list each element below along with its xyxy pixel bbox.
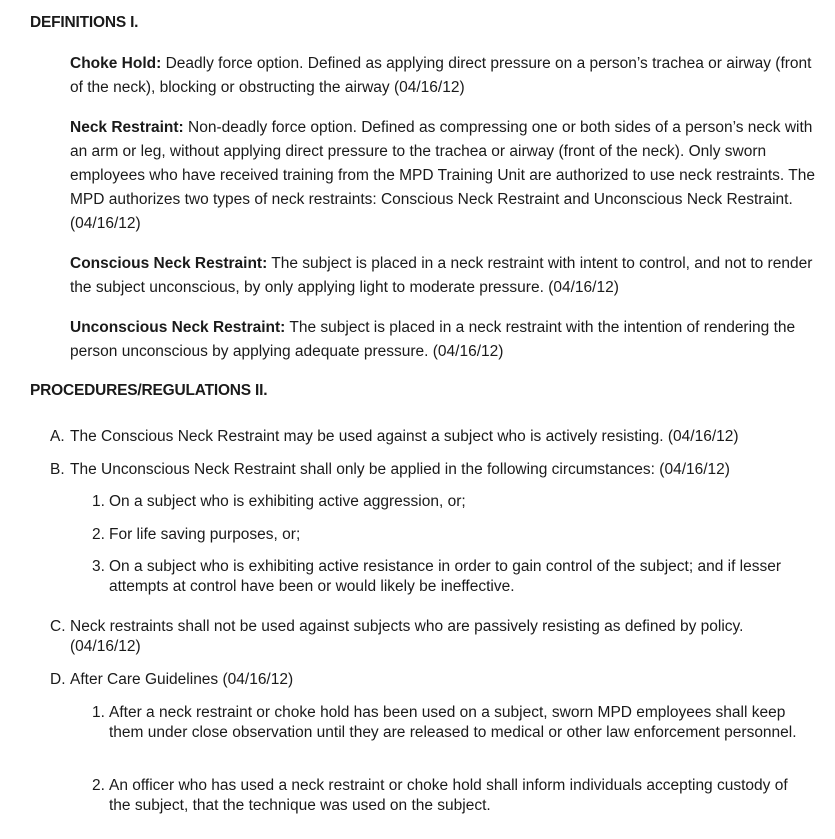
procedure-item-a	[50, 427, 810, 447]
definition-text: The subject is placed in a neck restraint with intent to control, and not to render the subject unconscious, by only applying light to moderate pressure. (04/16/12)	[70, 255, 813, 296]
procedure-item-b-1	[92, 492, 812, 512]
procedure-item-d-1	[92, 703, 812, 743]
list-marker: C.	[50, 618, 66, 635]
list-item-text: Neck restraints shall not be used against subjects who are passively resisting as defined by policy. (04/16/12)	[70, 618, 744, 655]
list-marker: 2.	[92, 777, 105, 794]
definition-unconscious-neck-restraint	[70, 316, 815, 364]
procedure-item-c	[50, 617, 810, 657]
list-item-text: On a subject who is exhibiting active resistance in order to gain control of the subject; and if lesser attempts at control have been or would likely be ineffective.	[109, 558, 782, 595]
definition-text: Non-deadly force option. Defined as compressing one or both sides of a person’s neck with an arm or leg, without applying direct pressure to the trachea or airway (front of the neck). Only sworn employees who have received training from the MPD Training Unit are authorized to use neck restraints. The MPD authorizes two types of neck restraints: Conscious Neck Restraint and Unconscious Neck Restraint. (04/16/12)	[70, 119, 815, 232]
list-marker: A.	[50, 428, 65, 445]
list-item-text: After Care Guidelines (04/16/12)	[70, 671, 294, 688]
list-item-text: On a subject who is exhibiting active aggression, or;	[109, 493, 466, 510]
procedure-item-d	[50, 670, 810, 690]
procedures-heading: PROCEDURES/REGULATIONS II.	[30, 382, 268, 399]
definition-term: Neck Restraint:	[70, 119, 184, 136]
definition-choke-hold	[70, 52, 815, 100]
list-item-text: The Unconscious Neck Restraint shall only be applied in the following circumstances: (04/16/12)	[70, 461, 730, 478]
procedure-item-b-2	[92, 525, 812, 545]
definition-term: Choke Hold:	[70, 55, 162, 72]
definition-neck-restraint	[70, 116, 815, 236]
definition-conscious-neck-restraint	[70, 252, 815, 300]
list-item-text: An officer who has used a neck restraint or choke hold shall inform individuals accepting custody of the subject, that the technique was used on the subject.	[109, 777, 788, 814]
list-marker: 1.	[92, 704, 105, 721]
definition-text: The subject is placed in a neck restraint with the intention of rendering the person unconscious by applying adequate pressure. (04/16/12)	[70, 319, 796, 360]
list-marker: D.	[50, 671, 66, 688]
list-marker: 3.	[92, 558, 105, 575]
list-marker: 1.	[92, 493, 105, 510]
definition-term: Conscious Neck Restraint:	[70, 255, 268, 272]
procedure-item-b-3	[92, 557, 812, 597]
list-item-text: The Conscious Neck Restraint may be used against a subject who is actively resisting. (04/16/12)	[70, 428, 739, 445]
list-marker: B.	[50, 461, 65, 478]
list-marker: 2.	[92, 526, 105, 543]
definition-text: Deadly force option. Defined as applying direct pressure on a person’s trachea or airway (front of the neck), blocking or obstructing the airway (04/16/12)	[70, 55, 812, 96]
list-item-text: After a neck restraint or choke hold has been used on a subject, sworn MPD employees shall keep them under close observation until they are released to medical or other law enforcement personnel.	[109, 704, 797, 741]
definitions-heading: DEFINITIONS I.	[30, 14, 139, 31]
definition-term: Unconscious Neck Restraint:	[70, 319, 286, 336]
procedure-item-b	[50, 460, 810, 480]
procedure-item-d-2	[92, 776, 812, 816]
list-item-text: For life saving purposes, or;	[109, 526, 301, 543]
